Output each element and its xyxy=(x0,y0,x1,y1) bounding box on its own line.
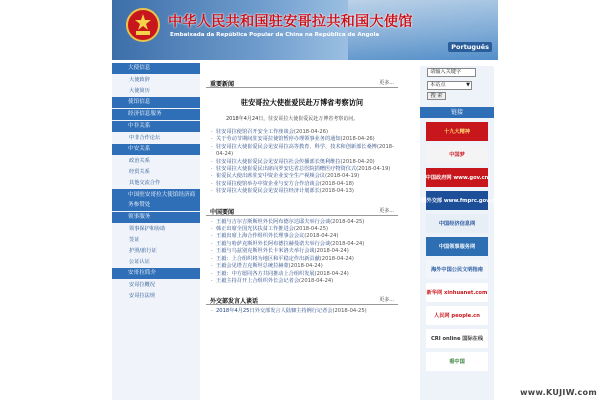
nav-category[interactable]: 大使信息 xyxy=(112,63,200,74)
news-item-title: 崔爱民大使出席驻安中资企业安全生产视频会议 xyxy=(216,173,325,180)
nav-subitem[interactable]: 大使简历 xyxy=(129,88,150,94)
news-item[interactable] xyxy=(206,136,398,143)
header-banner xyxy=(112,0,498,60)
news-item-date: (2018-04-24) xyxy=(314,248,349,255)
watermark: www.KUJIW.com xyxy=(520,388,597,397)
links-heading: 链接 xyxy=(420,107,494,118)
news-item-title: 王毅与乌兹别克斯坦外长卡米洛夫举行会谈 xyxy=(216,248,315,255)
news-item-title: 王毅会见塔吉克斯坦总统拉赫蒙 xyxy=(216,263,289,270)
news-item[interactable] xyxy=(206,219,398,226)
section-header-important-news xyxy=(206,77,398,88)
news-item-date: (2018-04-18) xyxy=(319,180,354,187)
news-item-date: (2018-04-26) xyxy=(293,129,329,135)
news-item-date: (2018-04-26) xyxy=(340,136,375,143)
news-item[interactable] xyxy=(206,159,398,166)
nav-subitem[interactable]: 签证 xyxy=(129,237,140,243)
right-sidebar xyxy=(416,66,498,400)
news-item[interactable] xyxy=(206,248,398,255)
link-banner[interactable]: 新华网 xinhuanet.com xyxy=(426,283,488,302)
news-item-date: (2018-04-19) xyxy=(324,173,360,180)
news-item-title: 驻安哥拉大使崔爱民会见安哥拉社会传播部长奥利维拉 xyxy=(216,158,341,165)
news-item[interactable] xyxy=(206,256,398,263)
nav-category[interactable]: 使馆信息 xyxy=(112,97,200,108)
nav-category[interactable]: 经济信息服务 xyxy=(112,109,200,120)
link-banner[interactable]: 十九大精神 xyxy=(426,122,488,141)
news-item-title: 王毅：中方愿同各方共同推动上合组织发展 xyxy=(216,270,315,277)
news-item-date: (2018-04-24) xyxy=(330,240,365,247)
nav-category[interactable]: 中国驻安哥拉大使馆经济商务参赞处 xyxy=(112,189,200,211)
nav-subitem[interactable]: 安哥拉法规 xyxy=(129,293,155,299)
news-item-date: (2018-04-25) xyxy=(293,226,329,233)
national-emblem-icon xyxy=(126,8,160,42)
news-item-date: (2018-04-20) xyxy=(340,158,375,165)
news-item-date: (2018-04-24) xyxy=(319,255,354,262)
news-item[interactable] xyxy=(206,271,398,278)
nav-subitem[interactable]: 中非合作论坛 xyxy=(129,135,161,141)
nav-subitem[interactable]: 其他交流合作 xyxy=(129,180,161,186)
news-item-title: 王毅：上合组织将为地区和平稳定作出新贡献 xyxy=(216,255,320,262)
news-item[interactable] xyxy=(206,308,398,315)
section-title: 外交部发言人谈话 xyxy=(210,298,259,306)
feature-lead: 2018年4月24日，驻安哥拉大使崔爱民赴万博省考察访问。 xyxy=(226,116,359,122)
news-item-title: 驻安哥拉大使崔爱民出席向罗安达省总医院捐赠医疗物资仪式 xyxy=(216,166,357,173)
nav-category[interactable]: 中非关系 xyxy=(112,121,200,132)
link-banner[interactable]: 中国外交部 www.fmprc.gov.cn xyxy=(426,191,488,210)
nav-subitem[interactable]: 政治关系 xyxy=(129,158,150,164)
news-item-date: (2018-04-24) xyxy=(299,277,334,284)
more-link[interactable]: 更多... xyxy=(379,207,394,214)
news-item-title: 关于劳动节期间驻安哥拉使馆暂停办理领事业务的通知 xyxy=(216,136,341,143)
feature-headline[interactable]: 驻安哥拉大使崔爱民赴万博省考察访问 xyxy=(240,98,364,107)
news-item-date: (2018-04-25) xyxy=(330,218,365,225)
news-item-title: 驻安哥拉大使崔爱民会见安哥拉经济计划部长 xyxy=(216,188,320,195)
news-item-title: 王毅与吉尔吉斯斯坦外长阿布德尔达耶夫举行会谈 xyxy=(216,218,331,225)
news-item-title: 王毅主持召开上合组织外长会记者会 xyxy=(216,277,300,284)
news-item-title: 2018年4月25日外交部发言人陆慷主持例行记者会 xyxy=(216,308,333,315)
news-item-title: 驻安哥拉大使崔爱民会见安哥拉高等教育、科学、技术和创新部长桑博 xyxy=(216,143,377,150)
nav-subitem[interactable]: 领事保护和协助 xyxy=(129,226,166,232)
news-item-date: (2018-04-13) xyxy=(319,188,354,195)
link-banner[interactable]: 中国领事服务网 xyxy=(426,237,488,256)
search-input[interactable]: 请输入关键字 xyxy=(427,68,476,77)
section-title: 重要新闻 xyxy=(210,81,235,88)
news-item-title: 王毅出席上海合作组织外长理事会会议 xyxy=(216,233,305,240)
site-select-value: 本站点 xyxy=(430,82,446,88)
site-title: 中华人民共和国驻安哥拉共和国大使馆 xyxy=(168,14,413,30)
news-item[interactable] xyxy=(206,263,398,270)
section-header-china-news xyxy=(206,205,398,216)
main-content xyxy=(206,77,398,400)
news-item-date: (2018-04-24) xyxy=(314,270,349,277)
news-item-date: (2018-04-24) xyxy=(288,263,323,270)
news-item-date: (2018-04-24) xyxy=(216,143,394,158)
nav-category[interactable]: 领事服务 xyxy=(112,212,200,223)
more-link[interactable]: 更多... xyxy=(379,80,394,86)
nav-category[interactable]: 安哥拉简介 xyxy=(112,268,200,279)
nav-subitem[interactable]: 大使致辞 xyxy=(129,77,150,83)
news-item-title: 驻安哥拉使馆召开安全工作座谈会 xyxy=(216,129,294,135)
news-item[interactable] xyxy=(206,233,398,240)
more-link[interactable]: 更多... xyxy=(379,297,394,304)
news-item-title: 王毅与哈萨克斯坦外长阿布德拉赫曼诺夫举行会谈 xyxy=(216,240,331,247)
section-title: 中国要闻 xyxy=(210,208,235,216)
nav-subitem[interactable]: 经贸关系 xyxy=(129,169,150,175)
news-item-date: (2018-04-24) xyxy=(304,233,339,240)
news-list-china xyxy=(206,219,398,286)
news-item-title: 驻安哥拉使馆举办中资企业与安方合作洽谈会 xyxy=(216,180,320,187)
news-item[interactable] xyxy=(206,188,398,195)
news-item-date: (2018-04-19) xyxy=(356,166,391,173)
link-banner[interactable]: 人民网 people.cn xyxy=(426,306,488,325)
left-navigation xyxy=(112,63,200,400)
news-list-spokesperson xyxy=(206,308,398,315)
news-item-title: 韩正出席全国光伏扶贫工作推进会 xyxy=(216,226,294,233)
link-banner[interactable]: 看中国 xyxy=(426,352,488,371)
link-banner[interactable]: 中国经济信息网 xyxy=(426,214,488,233)
search-button[interactable]: 搜 索 xyxy=(427,92,446,100)
news-list-important xyxy=(206,129,398,196)
nav-subitem[interactable]: 护照/旅行证 xyxy=(129,248,157,254)
site-subtitle: Embaixada da República Popular da China na República de Angola xyxy=(170,32,380,38)
link-banner[interactable]: CRI online 国际在线 xyxy=(426,329,488,348)
nav-category[interactable]: 中安关系 xyxy=(112,144,200,155)
news-item[interactable] xyxy=(206,173,398,180)
section-header-spokesperson xyxy=(206,294,398,305)
link-banner[interactable]: 中国政府网 www.gov.cn xyxy=(426,168,488,187)
link-banner[interactable]: 海外中国公民文明指南 xyxy=(426,260,488,279)
news-item[interactable] xyxy=(206,144,398,159)
link-banner[interactable]: 中国梦 xyxy=(426,145,488,164)
news-item-date: (2018-04-25) xyxy=(332,308,367,315)
news-item[interactable] xyxy=(206,278,398,285)
site-select[interactable] xyxy=(427,81,472,90)
language-link[interactable]: Português xyxy=(448,42,492,52)
nav-subitem[interactable]: 公证认证 xyxy=(129,259,150,265)
chevron-down-icon: ▼ xyxy=(466,82,470,88)
nav-subitem[interactable]: 安哥拉概况 xyxy=(129,282,155,288)
